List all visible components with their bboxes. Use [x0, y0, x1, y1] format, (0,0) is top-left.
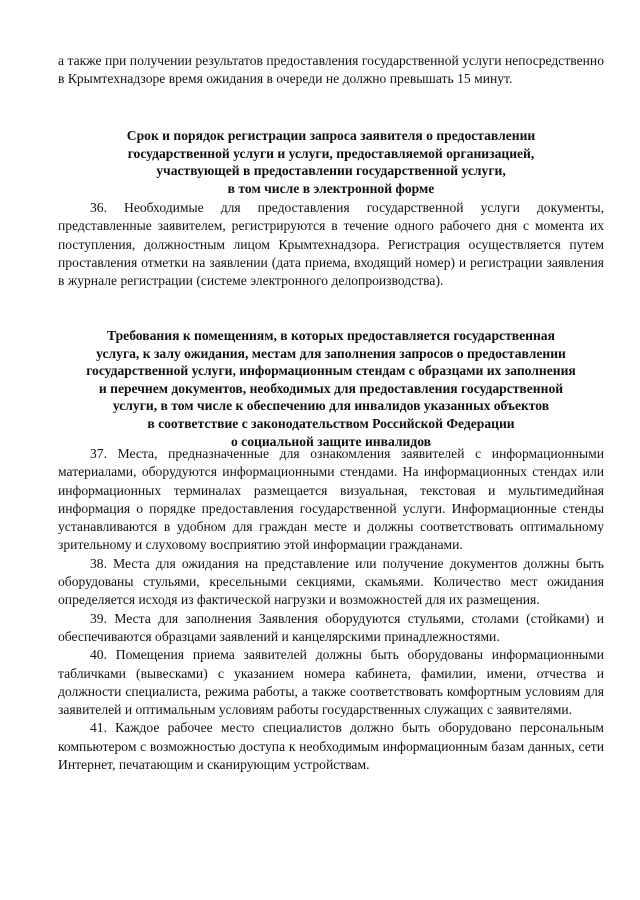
heading-line: в том числе в электронной форме — [227, 180, 435, 196]
paragraph-39: 39. Места для заполнения Заявления оборудуются стульями, столами (стойками) и обеспечиваются образцами заявлений и канцелярскими принадлежностями. — [58, 610, 604, 644]
paragraph-36: 36. Необходимые для предоставления государственной услуги документы, представленные заявителем, регистрируются в течение одного рабочего дня с момента их поступления, должностным лицом Крымтехнадзора. Регистрация осуществляется путем проставления отметки на заявлении (дата приема, входящий номер) и регистрации заявления в журнале регистрации (системе электронного делопроизводства). — [58, 200, 604, 289]
heading-line: государственной услуги, информационным стендам с образцами их заполнения — [86, 363, 576, 379]
heading-line: и перечнем документов, необходимых для предоставления государственной — [98, 380, 564, 396]
paragraph-41: 41. Каждое рабочее место специалистов должно быть оборудовано персональным компьютером с возможностью доступа к необходимым информационным базам данных, сети Интернет, печатающим и сканирующим устройствам. — [58, 720, 604, 773]
paragraph-38: 38. Места для ожидания на представление или получение документов должны быть оборудованы стульями, кресельными секциями, скамьями. Количество мест ожидания определяется исходя из фактической нагрузки и возможностей для их размещения. — [58, 555, 604, 608]
heading-line: в соответствие с законодательством Российской Федерации — [147, 415, 515, 431]
numbered-items — [58, 445, 604, 774]
heading-line: государственной услуги и услуги, предоставляемой организацией, — [127, 145, 535, 161]
paragraph-37: 37. Места, предназначенные для ознакомления заявителей с информационными материалами, оборудуются информационными стендами. На информационных стендах или информационных терминалах размещается визуальная, текстовая и мультимедийная информация о порядке предоставления государственной услуги. Информационные стенды устанавливаются в удобном для граждан месте и должны соответствовать оптимальному зрительному и слуховому восприятию этой информации гражданами. — [58, 446, 604, 553]
paragraph-40: 40. Помещения приема заявителей должны быть оборудованы информационными табличками (вывесками) с указанием номера кабинета, фамилии, имени, отчества и должности специалиста, режима работы, а также соответствовать комфортным условиям для заявителей и оптимальным условиям работы государственных служащих с заявителями. — [58, 647, 604, 718]
heading-line: участвующей в предоставлении государственной услуги, — [156, 163, 506, 179]
heading-line: Требования к помещениям, в которых предоставляется государственная — [107, 328, 555, 343]
continuation-paragraph: а также при получении результатов предоставления государственной услуги непосредственно в Крымтехнадзоре время ожидания в очереди не должно превышать 15 минут. — [58, 53, 604, 87]
heading-line: Срок и порядок регистрации запроса заявителя о предоставлении — [126, 128, 536, 143]
heading-line: услуга, к залу ожидания, местам для заполнения запросов о предоставлении — [96, 345, 566, 361]
heading-line: услуги, в том числе к обеспечению для инвалидов указанных объектов — [112, 398, 550, 414]
section-heading-registration — [58, 127, 604, 197]
heading-line: о социальной защите инвалидов — [230, 433, 432, 449]
section-heading-premises — [58, 327, 604, 450]
